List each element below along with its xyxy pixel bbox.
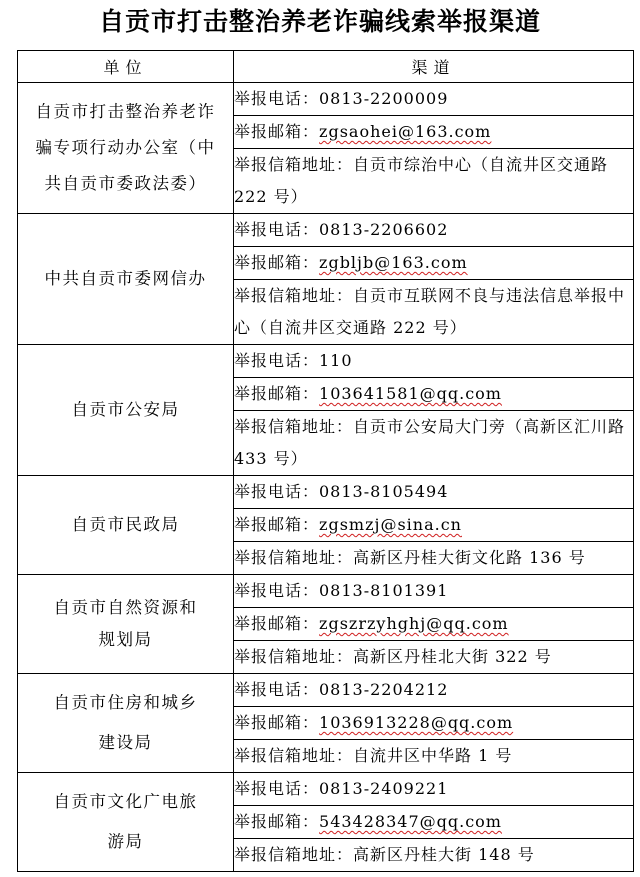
email-link[interactable]: zgsaohei@163.com [319,122,492,141]
email-cell: 举报邮箱：103641581@qq.com [234,378,634,411]
email-link[interactable]: zgsmzj@sina.cn [319,515,462,534]
table-row [18,575,634,608]
address-cell: 举报信箱地址：自贡市综治中心（自流井区交通路 222 号） [234,149,634,214]
email-cell: 举报邮箱：zgbljb@163.com [234,247,634,280]
table-row [18,214,634,247]
unit-name: 自贡市民政局 [18,476,234,575]
unit-name: 自贡市公安局 [18,345,234,476]
phone-cell: 举报电话：0813-2204212 [234,674,634,707]
address-cell: 举报信箱地址：高新区丹桂北大街 322 号 [234,641,634,674]
email-link[interactable]: 103641581@qq.com [319,384,502,403]
email-link[interactable]: 1036913228@qq.com [319,713,514,732]
email-cell: 举报邮箱：zgsmzj@sina.cn [234,509,634,542]
email-link[interactable]: 543428347@qq.com [319,812,502,831]
email-link[interactable]: zgbljb@163.com [319,253,468,272]
email-cell: 举报邮箱：zgsaohei@163.com [234,116,634,149]
phone-cell: 举报电话：110 [234,345,634,378]
address-cell: 举报信箱地址：自贡市公安局大门旁（高新区汇川路 433 号） [234,411,634,476]
email-cell: 举报邮箱：543428347@qq.com [234,806,634,839]
email-link[interactable]: zgszrzyhghj@qq.com [319,614,509,633]
phone-cell: 举报电话：0813-8105494 [234,476,634,509]
address-cell: 举报信箱地址：高新区丹桂大街文化路 136 号 [234,542,634,575]
unit-name: 自贡市自然资源和规划局 [18,575,234,674]
table-row [18,773,634,806]
phone-cell: 举报电话：0813-2206602 [234,214,634,247]
unit-name: 自贡市住房和城乡建设局 [18,674,234,773]
unit-name: 自贡市打击整治养老诈骗专项行动办公室（中共自贡市委政法委） [18,83,234,214]
phone-cell: 举报电话：0813-2200009 [234,83,634,116]
email-cell: 举报邮箱：zgszrzyhghj@qq.com [234,608,634,641]
phone-cell: 举报电话：0813-8101391 [234,575,634,608]
report-channels-table [17,50,634,872]
unit-name: 中共自贡市委网信办 [18,214,234,345]
address-cell: 举报信箱地址：自流井区中华路 1 号 [234,740,634,773]
address-cell: 举报信箱地址：自贡市互联网不良与违法信息举报中心（自流井区交通路 222 号） [234,280,634,345]
email-cell: 举报邮箱：1036913228@qq.com [234,707,634,740]
header-channel: 渠道 [234,51,634,83]
table-row [18,674,634,707]
page-title: 自贡市打击整治养老诈骗线索举报渠道 [98,7,541,36]
table-header-row [18,51,634,83]
unit-name: 自贡市文化广电旅游局 [18,773,234,872]
table-row [18,83,634,116]
table-row [18,345,634,378]
table-row [18,476,634,509]
address-cell: 举报信箱地址：高新区丹桂大街 148 号 [234,839,634,872]
phone-cell: 举报电话：0813-2409221 [234,773,634,806]
header-unit: 单位 [18,51,234,83]
